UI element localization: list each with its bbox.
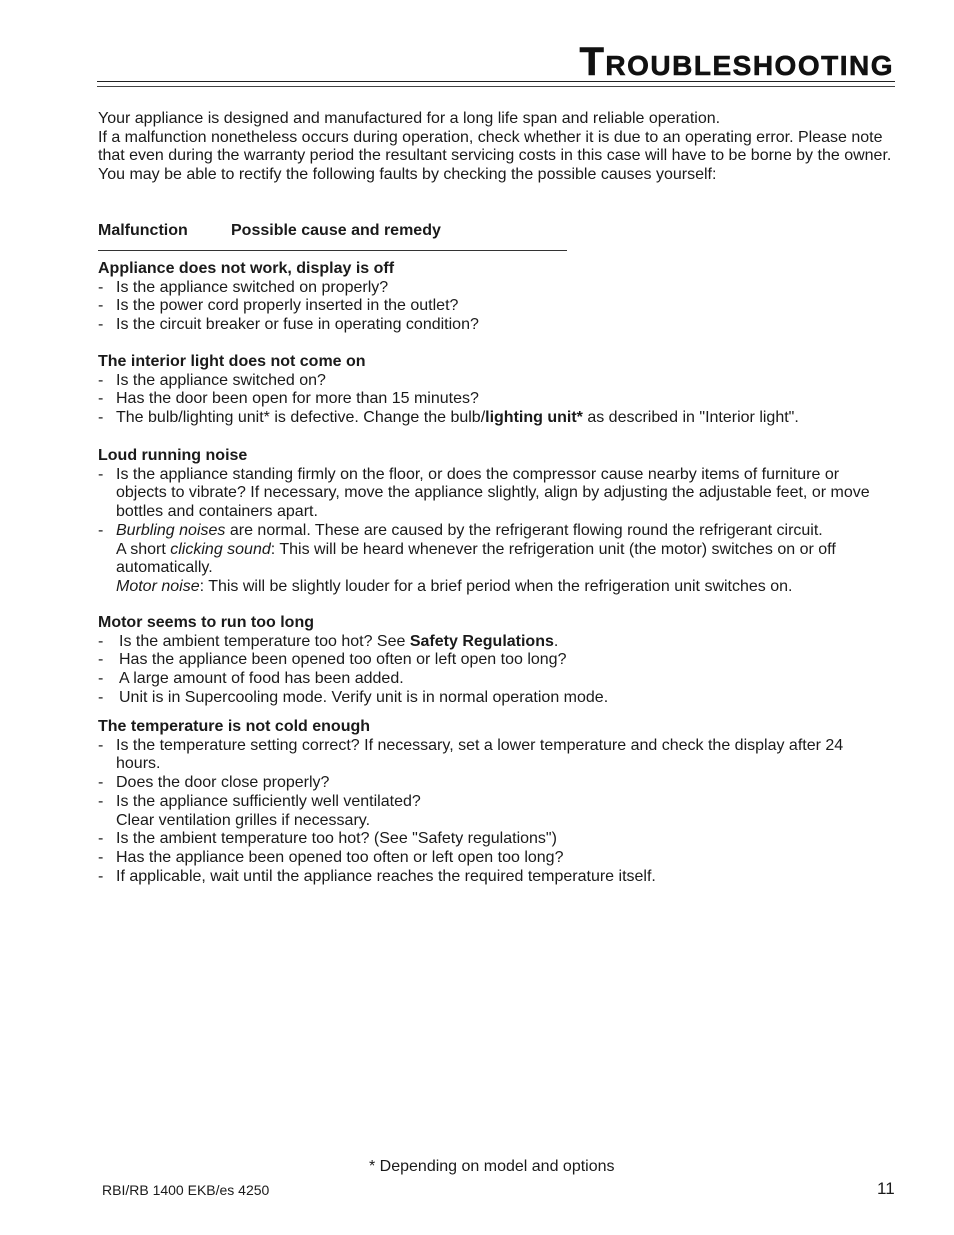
noise-clicking: A short clicking sound: This will be heard whenever the refrigeration unit (the motor) switches on or off automatically. <box>116 540 836 577</box>
section-heading: Loud running noise <box>98 447 248 464</box>
list-item: - Is the ambient temperature too hot? (See "Safety regulations") <box>98 830 557 848</box>
section-interior-light <box>98 353 888 428</box>
section-display-off <box>98 260 888 335</box>
section-not-cold-enough <box>98 718 888 886</box>
section-heading: Motor seems to run too long <box>98 614 314 631</box>
title-rule-thin <box>97 86 895 87</box>
list-item: - Is the circuit breaker or fuse in operating condition? <box>98 316 479 334</box>
cause-list <box>98 737 888 887</box>
list-item: - Burbling noises are normal. These are caused by the refrigerant flowing round the refrigerant circuit. <box>98 521 823 539</box>
column-header-malfunction: Malfunction <box>98 222 188 239</box>
list-item: - Is the temperature setting correct? If necessary, set a lower temperature and check the display after 24 hours. <box>98 736 844 773</box>
list-item: - Is the power cord properly inserted in the outlet? <box>98 297 459 315</box>
section-running-noise <box>98 447 888 597</box>
list-item: - Unit is in Supercooling mode. Verify unit is in normal operation mode. <box>98 688 609 706</box>
column-header-remedy: Possible cause and remedy <box>231 222 441 239</box>
list-item: - Is the appliance switched on? <box>98 371 326 389</box>
list-item: - Is the appliance sufficiently well ventilated? Clear ventilation grilles if necessary. <box>98 792 421 829</box>
cause-list <box>98 633 888 708</box>
section-heading: Appliance does not work, display is off <box>98 260 395 277</box>
intro-paragraph: You may be able to rectify the following faults by checking the possible causes yourself: <box>98 166 717 184</box>
section-heading: The temperature is not cold enough <box>98 718 371 735</box>
list-item: - The bulb/lighting unit* is defective. Change the bulb/lighting unit* as described in "Interior light". <box>98 409 799 427</box>
list-item: - Is the appliance standing firmly on the floor, or does the compressor cause nearby items of furniture or objects to vibrate? If necessary, move the appliance slightly, align by adjusting the adjustable feet, or move bottles and containers apart. <box>98 465 870 521</box>
intro-paragraph: Your appliance is designed and manufactured for a long life span and reliable operation. <box>98 110 721 127</box>
noise-motor: Motor noise: This will be slightly louder for a brief period when the refrigeration unit switches on. <box>116 577 793 595</box>
list-item: - Is the ambient temperature too hot? See Safety Regulations. <box>98 632 559 650</box>
section-motor-runs-long <box>98 614 888 708</box>
intro-paragraph: If a malfunction nonetheless occurs during operation, check whether it is due to an operating error. Please note that even during the warranty period the resultant servicing costs in this case will have to be borne by the owner. <box>98 128 892 165</box>
footnote: * Depending on model and options <box>369 1158 615 1175</box>
page-title: Troubleshooting <box>579 40 894 84</box>
cause-list <box>98 466 888 541</box>
model-number: RBI/RB 1400 EKB/es 4250 <box>102 1182 270 1198</box>
list-item: - A large amount of food has been added. <box>98 670 404 688</box>
list-item: - Has the appliance been opened too often or left open too long? <box>98 651 567 669</box>
cause-list <box>98 279 888 335</box>
intro-text <box>98 110 898 185</box>
column-header-rule <box>98 250 567 251</box>
list-item: - If applicable, wait until the appliance reaches the required temperature itself. <box>98 867 656 885</box>
page-number: 11 <box>877 1179 895 1198</box>
section-heading: The interior light does not come on <box>98 353 366 370</box>
cause-list <box>98 372 888 428</box>
list-item: - Has the appliance been opened too often or left open too long? <box>98 848 564 866</box>
list-item: - Does the door close properly? <box>98 774 330 792</box>
column-headers <box>98 222 441 240</box>
title-rule-thick <box>97 81 895 82</box>
list-item: - Has the door been open for more than 15 minutes? <box>98 390 479 408</box>
list-item: - Is the appliance switched on properly? <box>98 278 389 296</box>
